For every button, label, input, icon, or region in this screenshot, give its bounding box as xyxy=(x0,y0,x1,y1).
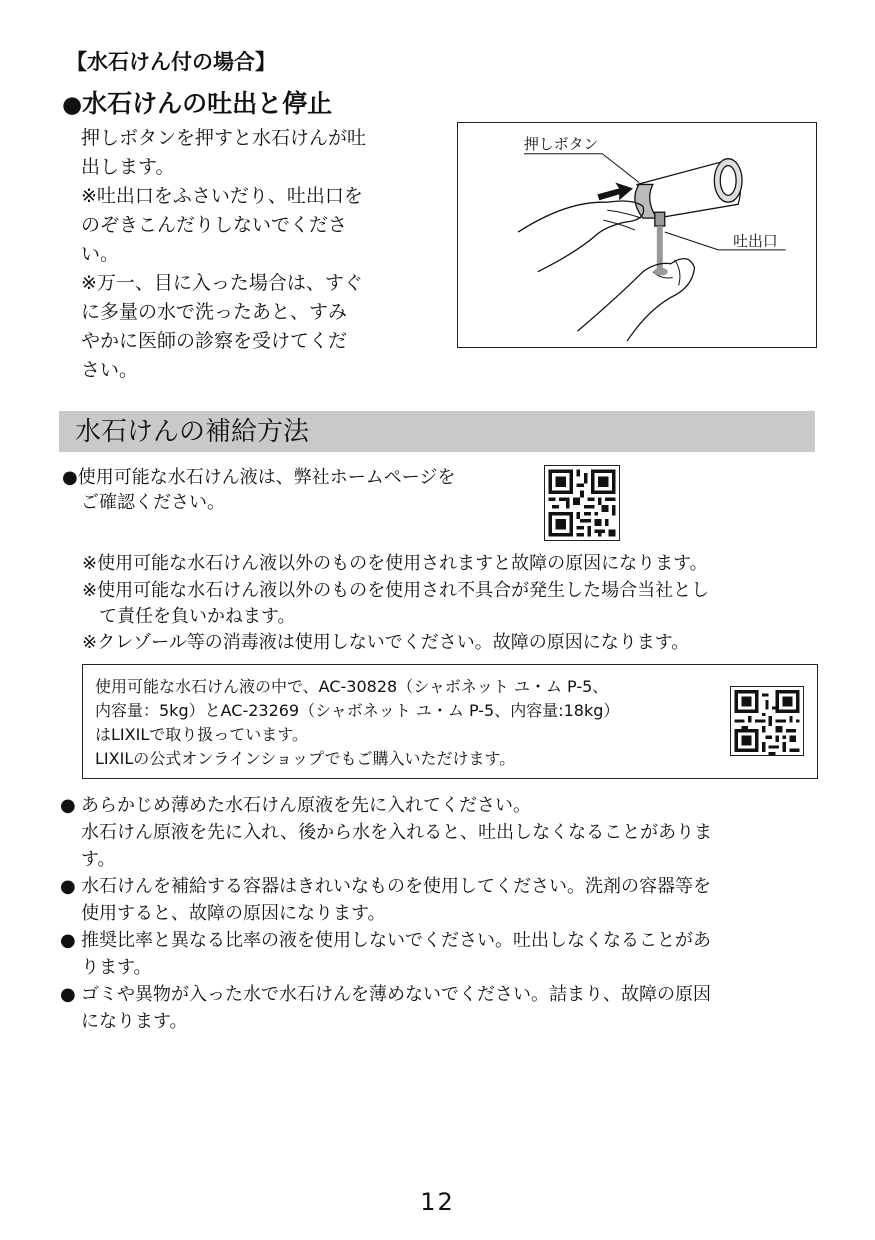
note-line: い。 xyxy=(81,243,120,265)
list-item-line: ります。 xyxy=(81,957,152,978)
list-item xyxy=(62,873,822,927)
info-line: 内容量：5kg）とAC-23269（シャボネット ユ・ム P-5、内容量:18kg） xyxy=(95,701,620,720)
qr-code-icon xyxy=(544,465,620,541)
push-button-label: 押しボタン xyxy=(524,136,599,153)
product-info-box xyxy=(82,664,818,779)
warning-line: て責任を負いかねます。 xyxy=(99,606,296,627)
bullet-dot: ● xyxy=(60,930,76,951)
note-block xyxy=(81,269,431,385)
bullet-dot: ● xyxy=(60,984,76,1005)
note-line: さい。 xyxy=(81,359,139,381)
note-line: やかに医師の診察を受けてくだ xyxy=(81,330,348,352)
info-line: はLIXILで取り扱っています。 xyxy=(95,725,308,744)
dispenser-drawing xyxy=(458,123,816,347)
section1-text xyxy=(81,124,431,385)
list-item-line: 水石けん原液を先に入れ、後から水を入れると、吐出しなくなることがありま xyxy=(81,822,713,843)
upper-hand xyxy=(518,201,643,272)
list-item-line: 水石けんを補給する容器はきれいなものを使用してください。洗剤の容器等を xyxy=(81,876,711,897)
note-line: ※吐出口をふさいだり、吐出口を xyxy=(81,185,363,207)
subheading: 【水石けん付の場合】 xyxy=(66,50,276,74)
section1-title: 水石けんの吐出と停止 xyxy=(82,89,333,118)
bullet-dot: ● xyxy=(60,876,76,897)
bullet-dot: ● xyxy=(60,795,76,816)
qr-code-pattern xyxy=(731,687,803,755)
list-item xyxy=(62,981,822,1035)
outlet-label: 吐出口 xyxy=(733,233,778,250)
info-line: 使用可能な水石けん液の中で、AC-30828（シャボネット ユ・ム P-5、 xyxy=(95,677,609,696)
info-line: LIXILの公式オンラインショップでもご購入いただけます。 xyxy=(95,749,516,768)
dispenser-illustration xyxy=(457,122,817,348)
list-item-line: 推奨比率と異なる比率の液を使用しないでください。吐出しなくなることがあ xyxy=(81,930,711,951)
warning-line: ※使用可能な水石けん液以外のものを使用され不具合が発生した場合当社とし xyxy=(82,580,710,601)
warning-line: ※使用可能な水石けん液以外のものを使用されますと故障の原因になります。 xyxy=(82,553,708,574)
soap-stream xyxy=(657,226,663,274)
list-item-line: す。 xyxy=(81,849,116,870)
note-line: ※万一、目に入った場合は、すぐ xyxy=(81,272,363,294)
push-arrow-icon xyxy=(597,182,633,200)
section1-heading xyxy=(62,84,332,120)
list-item-line: あらかじめ薄めた水石けん原液を先に入れてください。 xyxy=(81,795,531,816)
list-item xyxy=(62,927,822,981)
refill-instructions xyxy=(62,792,822,1035)
heading-bullet: ● xyxy=(62,92,83,118)
list-item xyxy=(62,792,822,873)
warning-line: ※クレゾール等の消毒液は使用しないでください。故障の原因になります。 xyxy=(82,632,690,653)
qr-code-pattern xyxy=(545,466,619,540)
intro-line: 押しボタンを押すと水石けんが吐 xyxy=(81,127,367,149)
shop-qr-code-icon xyxy=(730,686,804,756)
list-item-line: ゴミや異物が入った水で水石けんを薄めないでください。詰まり、故障の原因 xyxy=(81,984,711,1005)
website-bullet-line: ご確認ください。 xyxy=(81,492,225,513)
note-line: のぞきこんだりしないでくださ xyxy=(81,214,348,236)
section2-title: 水石けんの補給方法 xyxy=(75,417,310,447)
intro-line: 出します。 xyxy=(81,156,175,178)
lower-hand xyxy=(578,259,695,341)
note-line: に多量の水で洗ったあと、すみ xyxy=(81,301,348,323)
list-item-line: 使用すると、故障の原因になります。 xyxy=(81,903,386,924)
dispenser-body xyxy=(635,159,742,226)
note-block xyxy=(81,182,431,269)
list-item-line: になります。 xyxy=(81,1011,188,1032)
website-bullet-line: ●使用可能な水石けん液は、弊社ホームページを xyxy=(62,467,456,488)
page-number: 12 xyxy=(420,1188,455,1216)
